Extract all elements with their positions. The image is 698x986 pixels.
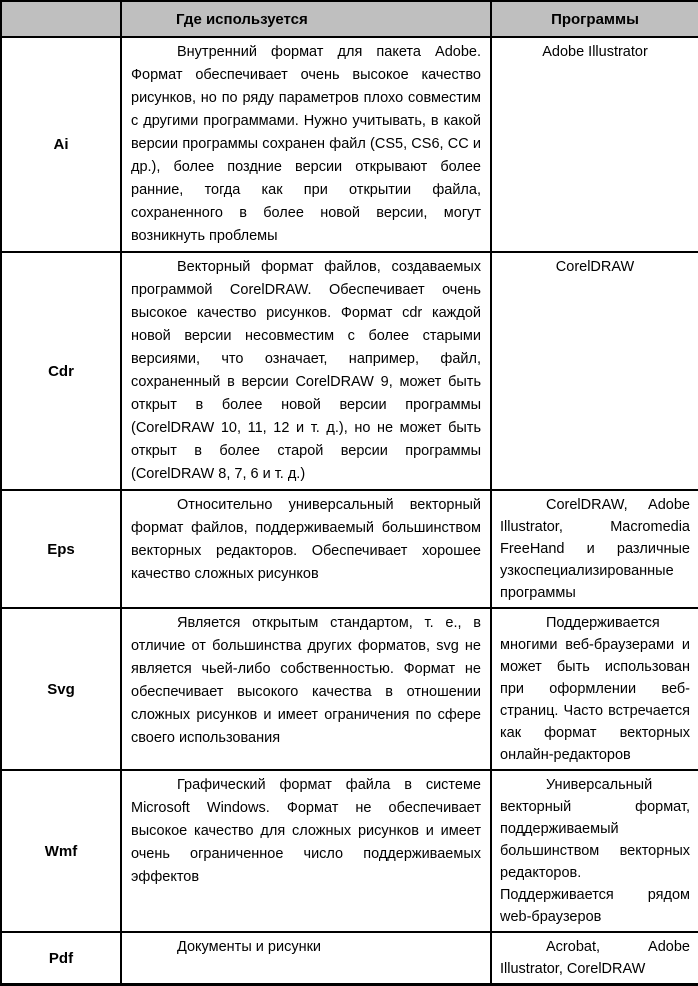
format-label: Eps bbox=[1, 490, 121, 608]
format-label: Pdf bbox=[1, 932, 121, 985]
usage-text: Векторный формат файлов, создаваемых программой CorelDRAW. Обеспечивает очень высокое качество рисунков. Формат cdr каждой новой версии несовместим с более старыми версиями, что означает, например, файл, сохраненный в версии CorelDRAW 9, может быть открыт в более новой версии программы (CorelDRAW 10, 11, 12 и т. д.), но не может быть открыт в более старой версии программы (CorelDRAW 8, 7, 6 и т. д.) bbox=[131, 259, 481, 482]
table-row-pdf bbox=[1, 932, 698, 985]
table-row-eps bbox=[1, 490, 698, 608]
programs-text: Acrobat, Adobe Illustrator, CorelDRAW bbox=[500, 939, 690, 977]
usage-cell bbox=[121, 770, 491, 932]
table-row-wmf bbox=[1, 770, 698, 932]
usage-text: Документы и рисунки bbox=[177, 939, 322, 955]
usage-text: Относительно универсальный векторный формат файлов, поддерживаемый большинством векторных редакторов. Обеспечивает хорошее качество сложных рисунков bbox=[131, 497, 481, 582]
usage-cell bbox=[121, 608, 491, 770]
programs-text: Поддерживается многими веб-браузерами и может быть использован при оформлении веб-страниц. Часто встречается как формат векторных онлайн-редакторов bbox=[500, 615, 690, 763]
usage-text: Графический формат файла в системе Microsoft Windows. Формат не обеспечивает высокое качество для сложных рисунков и имеет очень ограниченное число поддерживаемых эффектов bbox=[131, 777, 481, 885]
programs-text: Универсальный векторный формат, поддерживаемый большинством векторных редакторов. bbox=[500, 777, 690, 881]
header-usage-cell: Где используется bbox=[121, 1, 491, 37]
programs-text: Adobe Illustrator bbox=[542, 44, 648, 60]
usage-cell bbox=[121, 37, 491, 252]
usage-cell bbox=[121, 932, 491, 985]
format-label: Wmf bbox=[1, 770, 121, 932]
table-row-svg bbox=[1, 608, 698, 770]
programs-cell bbox=[491, 252, 698, 490]
programs-cell bbox=[491, 932, 698, 985]
table-row-cdr bbox=[1, 252, 698, 490]
programs-text: CorelDRAW bbox=[555, 259, 635, 275]
programs-cell bbox=[491, 490, 698, 608]
usage-text: Внутренний формат для пакета Adobe. Формат обеспечивает очень высокое качество рисунков, но по ряду параметров плохо совместим с другими программами. Нужно учитывать, в какой версии программы сохранен файл (CS5, CS6, CC и др.), более поздние версии открывают более ранние, тогда как при открытии файла, сохраненного в более новой версии, могут возникнуть проблемы bbox=[131, 44, 481, 244]
table-row-ai bbox=[1, 37, 698, 252]
header-format-cell bbox=[1, 1, 121, 37]
usage-cell bbox=[121, 490, 491, 608]
programs-cell bbox=[491, 770, 698, 932]
programs-text: CorelDRAW, Adobe Illustrator, Macromedia FreeHand и различные узкоспециализированные программы bbox=[500, 497, 690, 601]
format-label: Cdr bbox=[1, 252, 121, 490]
format-label: Svg bbox=[1, 608, 121, 770]
programs-cell bbox=[491, 37, 698, 252]
usage-text: Является открытым стандартом, т. е., в отличие от большинства других форматов, svg не является чьей-либо собственностью. Формат не обеспечивает высокого качества в отношении сложных рисунков и имеет ограничения по сфере своего использования bbox=[131, 615, 481, 746]
programs-cell bbox=[491, 608, 698, 770]
programs-text-2: Поддерживается рядом web-браузеров bbox=[500, 887, 690, 925]
table-header-row bbox=[1, 1, 698, 37]
header-programs-cell: Программы bbox=[491, 1, 698, 37]
usage-cell bbox=[121, 252, 491, 490]
format-label: Ai bbox=[1, 37, 121, 252]
